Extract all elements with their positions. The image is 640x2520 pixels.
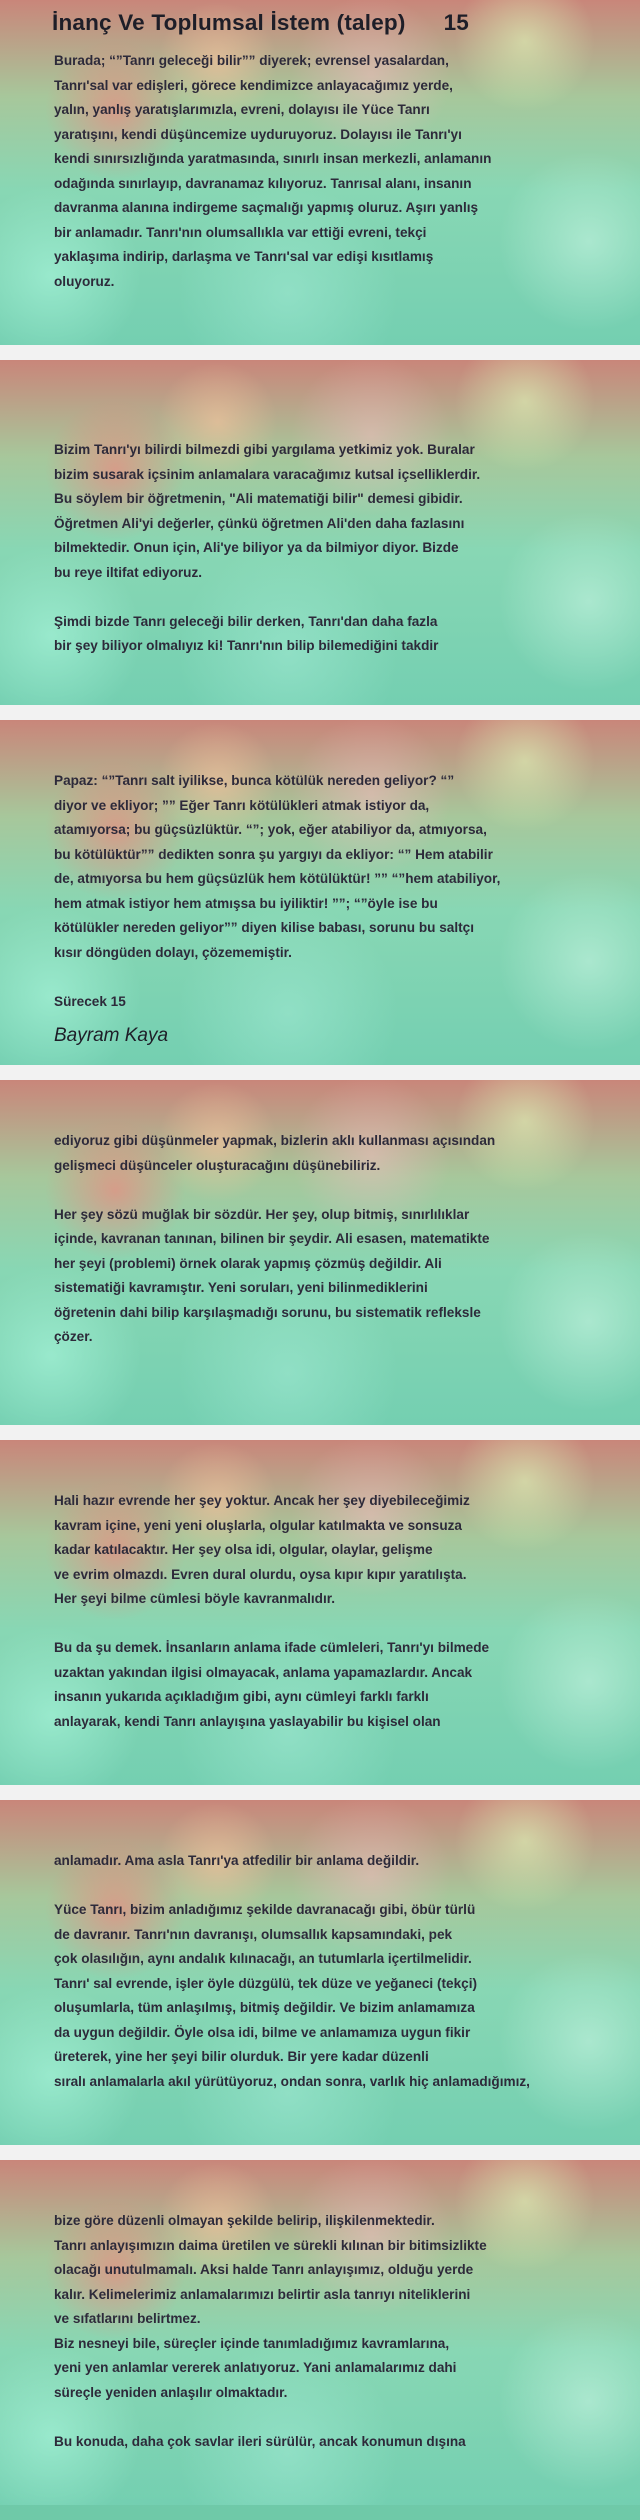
page-panel-6 (0, 1800, 640, 2145)
paragraph: Bu da şu demek. İnsanların anlama ifade cümleleri, Tanrı'yı bilmede uzaktan yakından ilgisi olmayacak, anlama yapamazlardır. Ancak insanın yukarıda açıkladığım gibi, aynı cümleyi farklı farklı anlayarak, kendi Tanrı anlayışına yaslayabilir bu kişisel olan (54, 1640, 490, 1729)
paragraph: Şimdi bizde Tanrı geleceği bilir derken, Tanrı'dan daha fazla bir şey biliyor olmalıyız ki! Tanrı'nın bilip bilemediğini takdir (54, 613, 439, 653)
page-title (52, 10, 469, 36)
panel-text (54, 1849, 620, 2094)
paragraph: Her şey sözü muğlak bir sözdür. Her şey, olup bitmiş, sınırlılıklar içinde, kavranan tanınan, bilinen bir şeydir. Ali esasen, matematikte her şeyi (problemi) örnek olarak yapmış çözmüş değildir. Ali sistematiği kavramıştır. Yeni soruları, yeni bilinmediklerini öğretenin dahi bilip karşılaşmadığı sorunu, bu sistematik refleksle çözer. (54, 1206, 490, 1344)
page-divider (0, 345, 640, 360)
page-divider (0, 2145, 640, 2160)
title-text: İnanç Ve Toplumsal İstem (talep) (52, 10, 406, 35)
panel-text (54, 438, 620, 659)
author-name: Bayram Kaya (54, 1025, 169, 1046)
page-panel-1 (0, 0, 640, 345)
paragraph: Bu konuda, daha çok savlar ileri sürülür, ancak konumun dışına (54, 2433, 466, 2449)
page-number: 15 (443, 10, 470, 35)
paragraph: Hali hazır evrende her şey yoktur. Ancak her şey diyebileceğimiz kavram içine, yeni yeni oluşlarla, olgular katılmakta ve sonsuza kadar katılacaktır. Her şey olsa idi, olgular, olaylar, gelişme ve evrim olmazdı. Evren dural olurdu, oysa kıpır kıpır yaratılışta. Her şeyi bilme cümlesi böyle kavranmalıdır. (54, 1493, 470, 1606)
paragraph: Papaz: “”Tanrı salt iyilikse, bunca kötülük nereden geliyor? “” diyor ve ekliyor; ”” Eğer Tanrı kötülükleri atmak istiyor da, atamıyorsa; bu güçsüzlüktür. “”; yok, eğer atabiliyor da, atmıyorsa, bu kötülüktür”” dedikten sonra şu yargıyı da ekliyor: “” Hem atabilir de, atmıyorsa bu hem güçsüzlük hem kötülüktür! ”” “”hem atabiliyor, hem atmak istiyor hem atmışsa bu iyiliktir! ””; “”öyle ise bu kötülükler nereden geliyor”” diyen kilise babası, sorunu bu saltçı kısır döngüden dolayı, çözememiştir. (54, 773, 501, 960)
paragraph: bize göre düzenli olmayan şekilde belirip, ilişkilenmektedir. Tanrı anlayışımızın daima üretilen ve sürekli kılınan bir bitimsizlikte olacağı unutulmamalı. Aksi halde Tanrı anlayışımız, olduğu yerde kalır. Kelimelerimiz anlamalarımızı belirtir asla tanrıyı niteliklerini ve sıfatlarını belirtmez. Biz nesneyi bile, süreçler içinde tanımladığımız kavramlarına, yeni yen anlamlar vererek anlatıyoruz. Yani anlamalarımız dahi süreçle yeniden anlaşılır olmaktadır. (54, 2213, 487, 2400)
panel-text (54, 1129, 620, 1350)
page-panel-5 (0, 1440, 640, 1785)
page-divider (0, 1425, 640, 1440)
page-divider (0, 705, 640, 720)
paragraph: Yüce Tanrı, bizim anladığımız şekilde davranacağı gibi, öbür türlü de davranır. Tanrı'nın davranışı, olumsallık kapsamındaki, pek çok olasılığın, aynı andalık kılınacağı, an tutumlarla içertilmelidir. Tanrı' sal evrende, işler öyle düzgülü, tek düze ve yeğaneci (tekçi) oluşumlarla, tüm anlaşılmış, bitmiş değildir. Ve bizim anlamamıza da uygun değildir. Öyle olsa idi, bilme ve anlamamıza uygun fikir üreterek, yine her şeyi bilir olurduk. Bir yere kadar düzenli sıralı anlamalarla akıl yürütüyoruz, ondan sonra, varlık hiç anlamadığımız, (54, 1902, 530, 2089)
page-panel-4 (0, 1080, 640, 1425)
paragraph: ediyoruz gibi düşünmeler yapmak, bizlerin aklı kullanması açısından gelişmeci düşünceler oluşturacağını düşünebiliriz. (54, 1133, 496, 1173)
page-panel-7 (0, 2160, 640, 2505)
panel-text (54, 2209, 620, 2454)
paragraph: anlamadır. Ama asla Tanrı'ya atfedilir bir anlama değildir. (54, 1853, 420, 1868)
page-panel-2 (0, 360, 640, 705)
page-divider (0, 1065, 640, 1080)
page-divider (0, 1785, 640, 1800)
paragraph: Bizim Tanrı'yı bilirdi bilmezdi gibi yargılama yetkimiz yok. Buralar bizim susarak içsinim anlamalara varacağımız kutsal içselliklerdir. Bu söylem bir öğretmenin, "Ali matematiği bilir" demesi gibidir. Öğretmen Ali'yi değerler, çünkü öğretmen Ali'den daha fazlasını bilmektedir. Onun için, Ali'ye biliyor ya da bilmiyor diyor. Bizde bu reye iltifat ediyoruz. (54, 442, 481, 580)
page-panel-3 (0, 720, 640, 1065)
paragraph: Burada; “”Tanrı geleceği bilir”” diyerek; evrensel yasalardan, Tanrı'sal var edişleri, görece kendimizce anlayacağımız yerde, yalın, yanlış yaratışlarımızla, evreni, dolayısı ile Yüce Tanrı yaratışını, kendi düşüncemize uyduruyoruz. Dolayısı ile Tanrı'yı kendi sınırsızlığında yaratmasında, sınırlı insan merkezli, anlamanın odağında sınırlayıp, davranamaz kılıyoruz. Tanrısal alanı, insanın davranma alanına indirgeme saçmalığı yapmış oluruz. Aşırı yanlış bir anlamadır. Tanrı'nın olumsallıkla var ettiği evreni, tekçi yaklaşıma indirip, darlaşma ve Tanrı'sal var edişi kısıtlamış oluyoruz. (54, 53, 492, 289)
panel-text (54, 769, 620, 1049)
panel-text (54, 1489, 620, 1734)
continued-label: Sürecek 15 (54, 993, 126, 1009)
panel-text (54, 49, 620, 294)
